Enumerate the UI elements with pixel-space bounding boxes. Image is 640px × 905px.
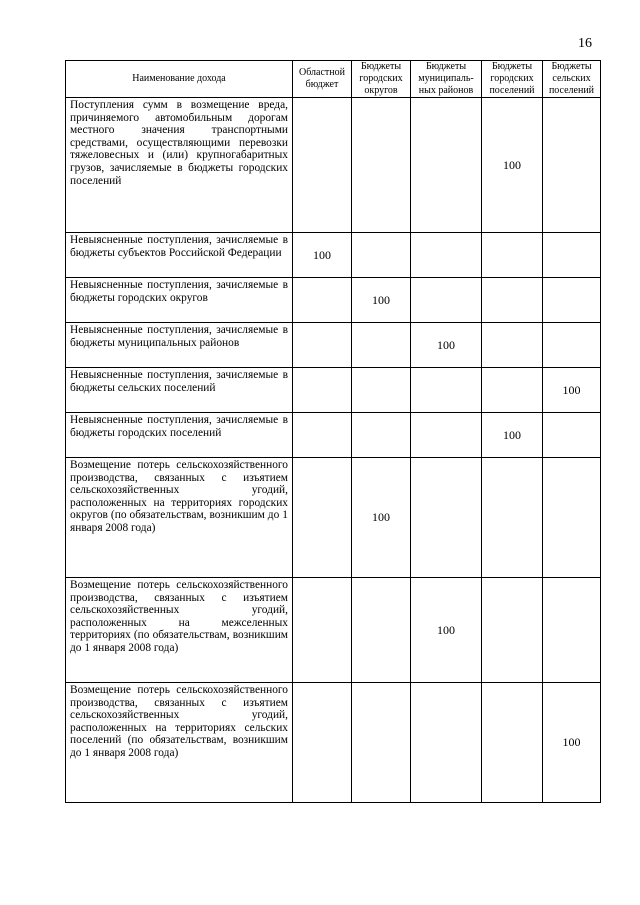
- share-cell-urban-settlements: [482, 323, 543, 368]
- revenue-name-cell: Возмещение потерь сельскохозяйственного производства, связанных с изъятием сельскохозяйственных угодий, расположенных на территориях городских округов (по обязательствам, возникшим до 1 января 2008 года): [66, 458, 293, 578]
- header-city-districts-budgets: Бюджеты городских округов: [352, 61, 411, 98]
- share-cell-city-districts: [352, 233, 411, 278]
- share-cell-municipal-districts: 100: [411, 578, 482, 683]
- share-cell-urban-settlements: [482, 368, 543, 413]
- share-cell-regional: [293, 98, 352, 233]
- table-header-row: [66, 61, 601, 98]
- share-cell-regional: [293, 413, 352, 458]
- header-urban-settlements-budgets: Бюджеты городских поселений: [482, 61, 543, 98]
- share-cell-rural-settlements: [543, 413, 601, 458]
- share-cell-urban-settlements: [482, 458, 543, 578]
- share-cell-rural-settlements: 100: [543, 368, 601, 413]
- share-cell-city-districts: [352, 578, 411, 683]
- share-cell-city-districts: [352, 98, 411, 233]
- share-cell-regional: [293, 323, 352, 368]
- table-row: [66, 458, 601, 578]
- share-cell-municipal-districts: [411, 233, 482, 278]
- share-cell-urban-settlements: [482, 578, 543, 683]
- share-cell-regional: [293, 278, 352, 323]
- revenue-distribution-table: [65, 60, 601, 803]
- share-cell-urban-settlements: [482, 683, 543, 803]
- table-body: [66, 98, 601, 803]
- share-cell-municipal-districts: [411, 368, 482, 413]
- share-cell-regional: [293, 683, 352, 803]
- header-rural-settlements-budgets: Бюджеты сельских поселений: [543, 61, 601, 98]
- header-regional-budget: Областной бюджет: [293, 61, 352, 98]
- share-cell-rural-settlements: [543, 578, 601, 683]
- table-row: [66, 368, 601, 413]
- share-cell-regional: [293, 458, 352, 578]
- share-cell-city-districts: 100: [352, 458, 411, 578]
- share-cell-city-districts: [352, 413, 411, 458]
- share-cell-rural-settlements: [543, 323, 601, 368]
- header-municipal-districts-budgets: Бюджеты муниципаль-ных районов: [411, 61, 482, 98]
- share-cell-rural-settlements: 100: [543, 683, 601, 803]
- share-cell-regional: [293, 578, 352, 683]
- share-cell-regional: 100: [293, 233, 352, 278]
- share-cell-city-districts: [352, 368, 411, 413]
- table-row: [66, 98, 601, 233]
- revenue-name-cell: Возмещение потерь сельскохозяйственного производства, связанных с изъятием сельскохозяйственных угодий, расположенных на территориях сельских поселений (по обязательствам, возникшим до 1 января 2008 года): [66, 683, 293, 803]
- share-cell-regional: [293, 368, 352, 413]
- share-cell-city-districts: 100: [352, 278, 411, 323]
- table-row: [66, 413, 601, 458]
- share-cell-rural-settlements: [543, 278, 601, 323]
- share-cell-city-districts: [352, 323, 411, 368]
- header-revenue-name: Наименование дохода: [66, 61, 293, 98]
- revenue-name-cell: Невыясненные поступления, зачисляемые в бюджеты городских округов: [66, 278, 293, 323]
- share-cell-urban-settlements: 100: [482, 413, 543, 458]
- table-row: [66, 323, 601, 368]
- share-cell-rural-settlements: [543, 98, 601, 233]
- revenue-name-cell: Поступления сумм в возмещение вреда, причиняемого автомобильным дорогам местного значения транспортными средствами, осуществляющими перевозки тяжеловесных и (или) крупногабаритных грузов, зачисляемые в бюджеты городских поселений: [66, 98, 293, 233]
- table-row: [66, 578, 601, 683]
- share-cell-municipal-districts: [411, 278, 482, 323]
- revenue-name-cell: Невыясненные поступления, зачисляемые в бюджеты субъектов Российской Федерации: [66, 233, 293, 278]
- revenue-name-cell: Возмещение потерь сельскохозяйственного производства, связанных с изъятием сельскохозяйственных угодий, расположенных на межселенных территориях (по обязательствам, возникшим до 1 января 2008 года): [66, 578, 293, 683]
- page-number: 16: [578, 36, 592, 51]
- revenue-name-cell: Невыясненные поступления, зачисляемые в бюджеты сельских поселений: [66, 368, 293, 413]
- share-cell-urban-settlements: [482, 233, 543, 278]
- share-cell-municipal-districts: [411, 413, 482, 458]
- table-row: [66, 233, 601, 278]
- share-cell-urban-settlements: 100: [482, 98, 543, 233]
- share-cell-urban-settlements: [482, 278, 543, 323]
- revenue-name-cell: Невыясненные поступления, зачисляемые в бюджеты муниципальных районов: [66, 323, 293, 368]
- revenue-name-cell: Невыясненные поступления, зачисляемые в бюджеты городских поселений: [66, 413, 293, 458]
- share-cell-municipal-districts: [411, 458, 482, 578]
- share-cell-rural-settlements: [543, 233, 601, 278]
- share-cell-municipal-districts: 100: [411, 323, 482, 368]
- share-cell-municipal-districts: [411, 98, 482, 233]
- share-cell-city-districts: [352, 683, 411, 803]
- share-cell-rural-settlements: [543, 458, 601, 578]
- table-row: [66, 278, 601, 323]
- table-row: [66, 683, 601, 803]
- share-cell-municipal-districts: [411, 683, 482, 803]
